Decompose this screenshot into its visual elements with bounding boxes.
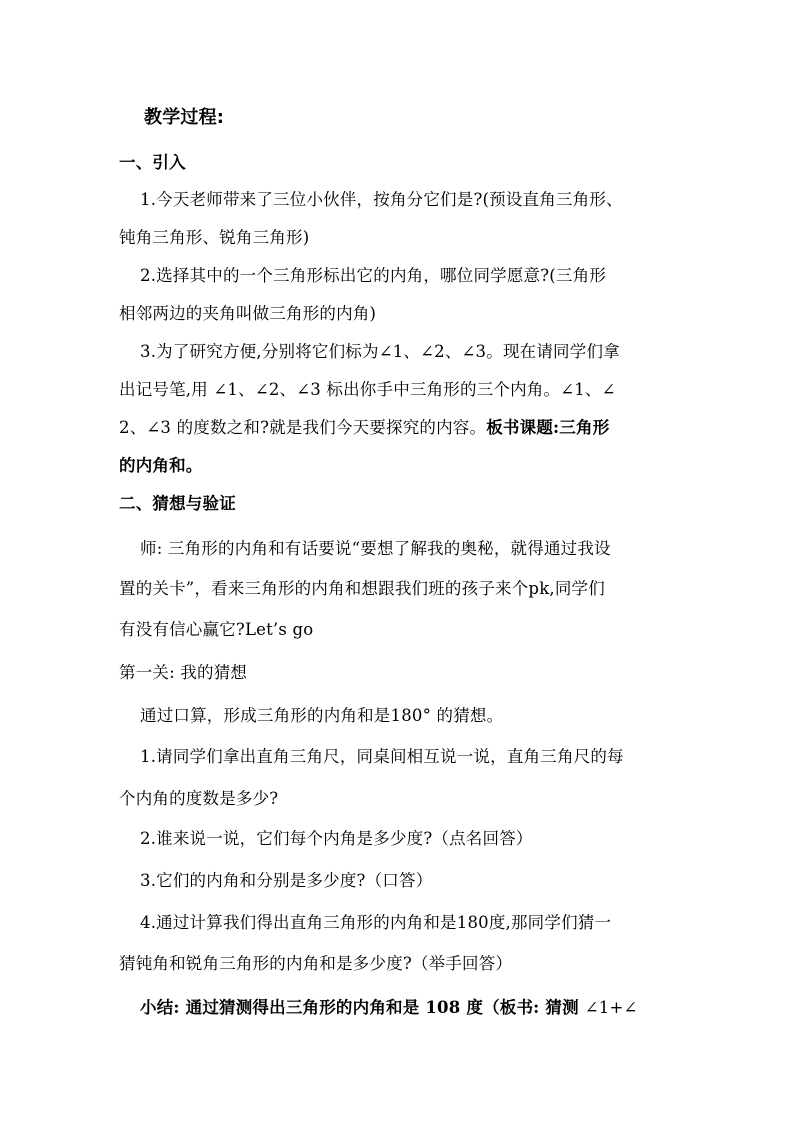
paragraph-line: [119, 417, 679, 439]
subsection-heading-level1: 第一关: 我的猜想: [119, 663, 248, 682]
paragraph-line: 4.通过计算我们得出直角三角形的内角和是180度,那同学们猜一: [140, 913, 612, 932]
paragraph-line: 通过口算，形成三角形的内角和是180° 的猜想。: [140, 706, 504, 725]
paragraph-line: 3.为了研究方便,分别将它们标为∠1、∠2、∠3。现在请同学们拿: [140, 342, 620, 361]
paragraph-line: 相邻两边的夹角叫做三角形的内角): [119, 304, 377, 323]
paragraph-line: 出记号笔,用 ∠1、∠2、∠3 标出你手中三角形的三个内角。∠1、∠: [119, 380, 616, 399]
paragraph-line: 有没有信心赢它?Let’s go: [119, 620, 314, 639]
summary-line: [140, 997, 700, 1019]
summary-text: 小结: 通过猜测得出三角形的内角和是 108 度（板书: 猜测: [140, 998, 585, 1017]
paragraph-line: 1.请同学们拿出直角三角尺，同桌间相互说一说，直角三角尺的每: [140, 747, 624, 766]
board-title-text: 板书课题:三角形: [486, 418, 610, 437]
paragraph-text: 2、∠3 的度数之和?就是我们今天要探究的内容。: [119, 418, 487, 437]
paragraph-line: 2.谁来说一说，它们每个内角是多少度?（点名回答）: [140, 829, 533, 848]
paragraph-line: 个内角的度数是多少?: [119, 789, 279, 808]
paragraph-line: 2.选择其中的一个三角形标出它的内角，哪位同学愿意?(三角形: [140, 266, 607, 285]
paragraph-line: 3.它们的内角和分别是多少度?（口答）: [140, 871, 433, 890]
paragraph-line: 师: 三角形的内角和有话要说“要想了解我的奥秘，就得通过我设: [140, 539, 611, 558]
section-heading-intro: 一、引入: [119, 153, 186, 172]
paragraph-line: 置的关卡”，看来三角形的内角和想跟我们班的孩子来个pk,同学们: [119, 579, 605, 598]
page-title: 教学过程:: [144, 107, 225, 128]
board-title-text: 的内角和。: [119, 456, 203, 475]
section-heading-guess: 二、猜想与验证: [119, 494, 236, 513]
paragraph-line: 钝角三角形、锐角三角形): [119, 228, 310, 247]
paragraph-line: 1.今天老师带来了三位小伙伴，按角分它们是?(预设直角三角形、: [140, 190, 623, 209]
summary-tail-text: ∠1+∠: [584, 998, 638, 1017]
paragraph-line: 猜钝角和锐角三角形的内角和是多少度?（举手回答）: [119, 954, 513, 973]
